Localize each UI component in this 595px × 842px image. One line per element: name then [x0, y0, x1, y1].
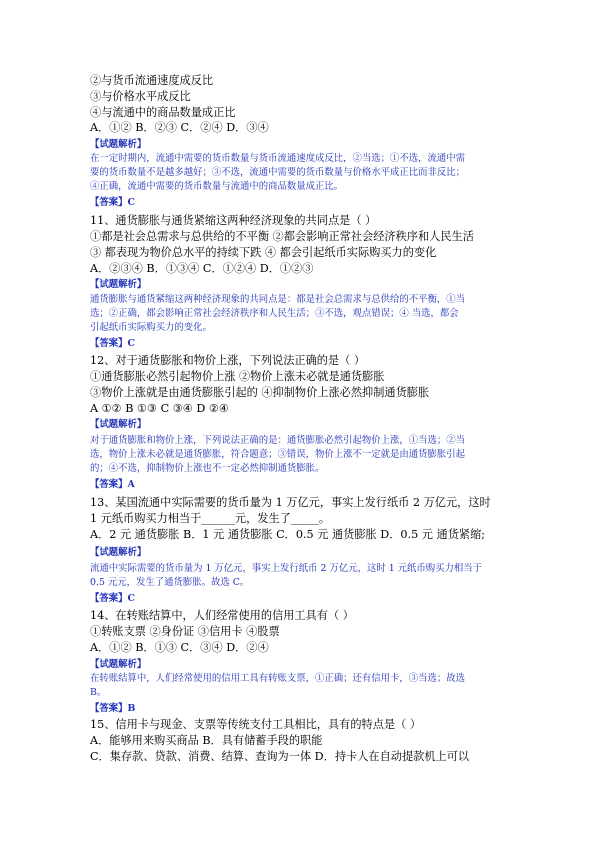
analysis-line: 0.5 元元，发生了通货膨胀。故选 C。	[90, 577, 250, 588]
analysis-line: 要的货币数量不是越多越好；③不选，流通中需要的货币数量与价格水平成正比而非反比；	[90, 167, 466, 178]
analysis-line: 引起纸币实际购买力的变化。	[90, 322, 212, 333]
section-label: 【答案】B	[90, 703, 136, 714]
section-label: 【答案】C	[90, 593, 135, 604]
analysis-line: 的；④不选，抑制物价上涨也不一定必然抑制通货膨胀。	[90, 463, 325, 474]
text-line: A．①② B．②③ C．②④ D．③④	[90, 121, 269, 134]
text-line: 12、对于通货膨胀和物价上涨，下列说法正确的是（ ）	[90, 354, 366, 367]
section-label: 【答案】C	[90, 338, 135, 349]
analysis-line: 在转账结算中，人们经常使用的信用工具有转账支票，①正确；还有信用卡，③当选；故选	[90, 673, 466, 684]
text-line: ④与流通中的商品数量成正比	[90, 106, 236, 119]
text-line: 11、通货膨胀与通货紧缩这两种经济现象的共同点是（ ）	[90, 214, 377, 227]
text-line: ③物价上涨就是由通货膨胀引起的 ④抑制物价上涨必然抑制通货膨胀	[90, 386, 430, 399]
text-line: 1 元纸币购买力相当于______元，发生了_____。	[90, 512, 331, 525]
text-line: 15、信用卡与现金、支票等传统支付工具相比，具有的特点是（ ）	[90, 718, 422, 731]
section-label: 【试题解析】	[90, 279, 147, 290]
analysis-line: ④正确，流通中需要的货币数量与流通中的商品数量成正比。	[90, 181, 344, 192]
text-line: A ①② B ①③ C ③④ D ②④	[90, 402, 229, 415]
section-label: 【试题解析】	[90, 547, 147, 558]
analysis-line: 选，物价上涨未必就是通货膨胀，符合题意；③错误，物价上涨不一定就是由通货膨胀引起	[90, 449, 466, 460]
text-line: A．2 元 通货膨胀 B．1 元 通货膨胀 C．0.5 元 通货膨胀 D．0.5 元 通货紧缩;	[90, 528, 486, 541]
text-line: A．②③④ B．①③④ C．①②④ D．①②③	[90, 262, 314, 275]
text-line: C．集存款、贷款、消费、结算、查询为一体 D．持卡人在自动提款机上可以	[90, 750, 470, 763]
text-line: A．能够用来购买商品 B．具有储蓄手段的职能	[90, 734, 323, 747]
text-line: ②与货币流通速度成反比	[90, 74, 214, 87]
analysis-line: 在一定时期内，流通中需要的货币数量与货币流通速度成反比，②当选；①不选，流通中需	[90, 153, 466, 164]
analysis-line: 选；②正确，都会影响正常社会经济秩序和人民生活；③不选，观点错误；④ 当选，都会	[90, 308, 459, 319]
text-line: ①通货膨胀必然引起物价上涨 ②物价上涨未必就是通货膨胀	[90, 370, 385, 383]
text-line: 14、在转账结算中，人们经常使用的信用工具有（ ）	[90, 609, 354, 622]
text-line: ①都是社会总需求与总供给的不平衡 ②都会影响正常社会经济秩序和人民生活	[90, 230, 474, 243]
text-line: A．①② B．①③ C．③④ D．②④	[90, 641, 269, 654]
text-line: ③ 都表现为物价总水平的持续下跌 ④ 都会引起纸币实际购买力的变化	[90, 246, 437, 259]
analysis-line: 通货膨胀与通货紧缩这两种经济现象的共同点是：都是社会总需求与总供给的不平衡，①当	[90, 294, 466, 305]
section-label: 【试题解析】	[90, 419, 147, 430]
section-label: 【答案】A	[90, 479, 135, 490]
analysis-line: B。	[90, 687, 107, 698]
section-label: 【答案】C	[90, 197, 135, 208]
text-line: ③与价格水平成反比	[90, 90, 191, 103]
section-label: 【试题解析】	[90, 659, 147, 670]
section-label: 【试题解析】	[90, 139, 147, 150]
analysis-line: 对于通货膨胀和物价上涨，下列说法正确的是：通货膨胀必然引起物价上涨，①当选；②当	[90, 435, 466, 446]
text-line: 13、某国流通中实际需要的货币量为 1 万亿元，事实上发行纸币 2 万亿元，这时	[90, 496, 491, 509]
text-line: ①转账支票 ②身份证 ③信用卡 ④股票	[90, 625, 280, 638]
analysis-line: 流通中实际需要的货币量为 1 万亿元，事实上发行纸币 2 万亿元，这时 1 元纸币购买力相当于	[90, 563, 483, 574]
